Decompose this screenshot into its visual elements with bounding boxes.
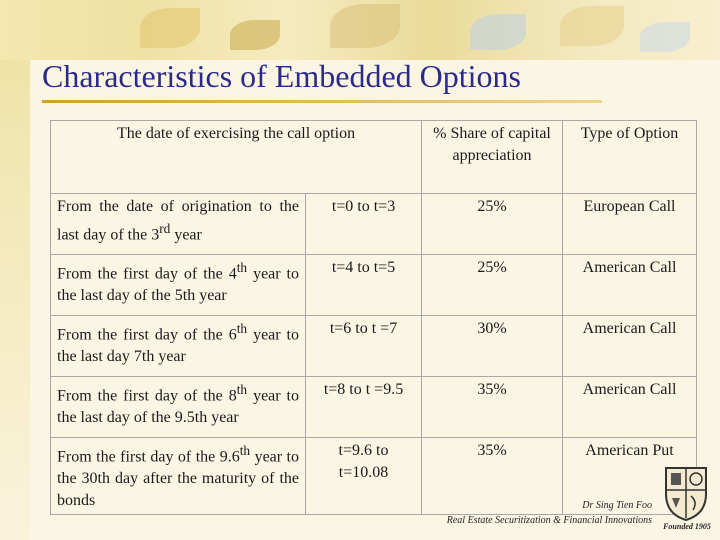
table-row: [51, 194, 697, 255]
crest-caption: Founded 1905: [663, 522, 711, 531]
leaf-decoration: [470, 14, 526, 50]
leaf-decoration: [560, 6, 624, 46]
row-type: European Call: [563, 194, 697, 255]
decorative-banner: [0, 0, 720, 60]
row-period: t=6 to t =7: [306, 316, 422, 377]
row-type: American Put: [563, 438, 697, 515]
row-share: 35%: [422, 438, 563, 515]
row-description: From the date of origination to the last day of the 3rd year: [51, 194, 306, 255]
row-share: 25%: [422, 255, 563, 316]
row-period: t=4 to t=5: [306, 255, 422, 316]
footer-course: Real Estate Securitization & Financial Innovations: [446, 515, 652, 526]
row-description: From the first day of the 9.6th year to the 30th day after the maturity of the bonds: [51, 438, 306, 515]
row-description: From the first day of the 8th year to the last day of the 9.5th year: [51, 377, 306, 438]
row-period: t=0 to t=3: [306, 194, 422, 255]
table-header-row: [51, 121, 697, 194]
table-row: [51, 255, 697, 316]
university-crest-icon: [662, 464, 710, 522]
row-description: From the first day of the 6th year to the last day 7th year: [51, 316, 306, 377]
title-underline: [42, 100, 602, 103]
header-type: Type of Option: [563, 121, 697, 194]
slide-title: Characteristics of Embedded Options: [42, 58, 521, 94]
row-share: 30%: [422, 316, 563, 377]
row-type: American Call: [563, 316, 697, 377]
table-row: [51, 377, 697, 438]
row-type: American Call: [563, 255, 697, 316]
row-period: t=8 to t =9.5: [306, 377, 422, 438]
left-decorative-bar: [0, 60, 30, 540]
leaf-decoration: [230, 20, 280, 50]
row-share: 25%: [422, 194, 563, 255]
options-table: [50, 120, 697, 515]
row-share: 35%: [422, 377, 563, 438]
table-row: [51, 316, 697, 377]
leaf-decoration: [330, 4, 400, 48]
header-exercise-date: The date of exercising the call option: [51, 121, 422, 194]
row-type: American Call: [563, 377, 697, 438]
leaf-decoration: [140, 8, 200, 48]
row-description: From the first day of the 4th year to the last day of the 5th year: [51, 255, 306, 316]
header-share: % Share of capital appreciation: [422, 121, 563, 194]
leaf-decoration: [640, 22, 690, 52]
footer-author: Dr Sing Tien Foo: [582, 500, 652, 511]
row-period: t=9.6 to t=10.08: [306, 438, 422, 515]
